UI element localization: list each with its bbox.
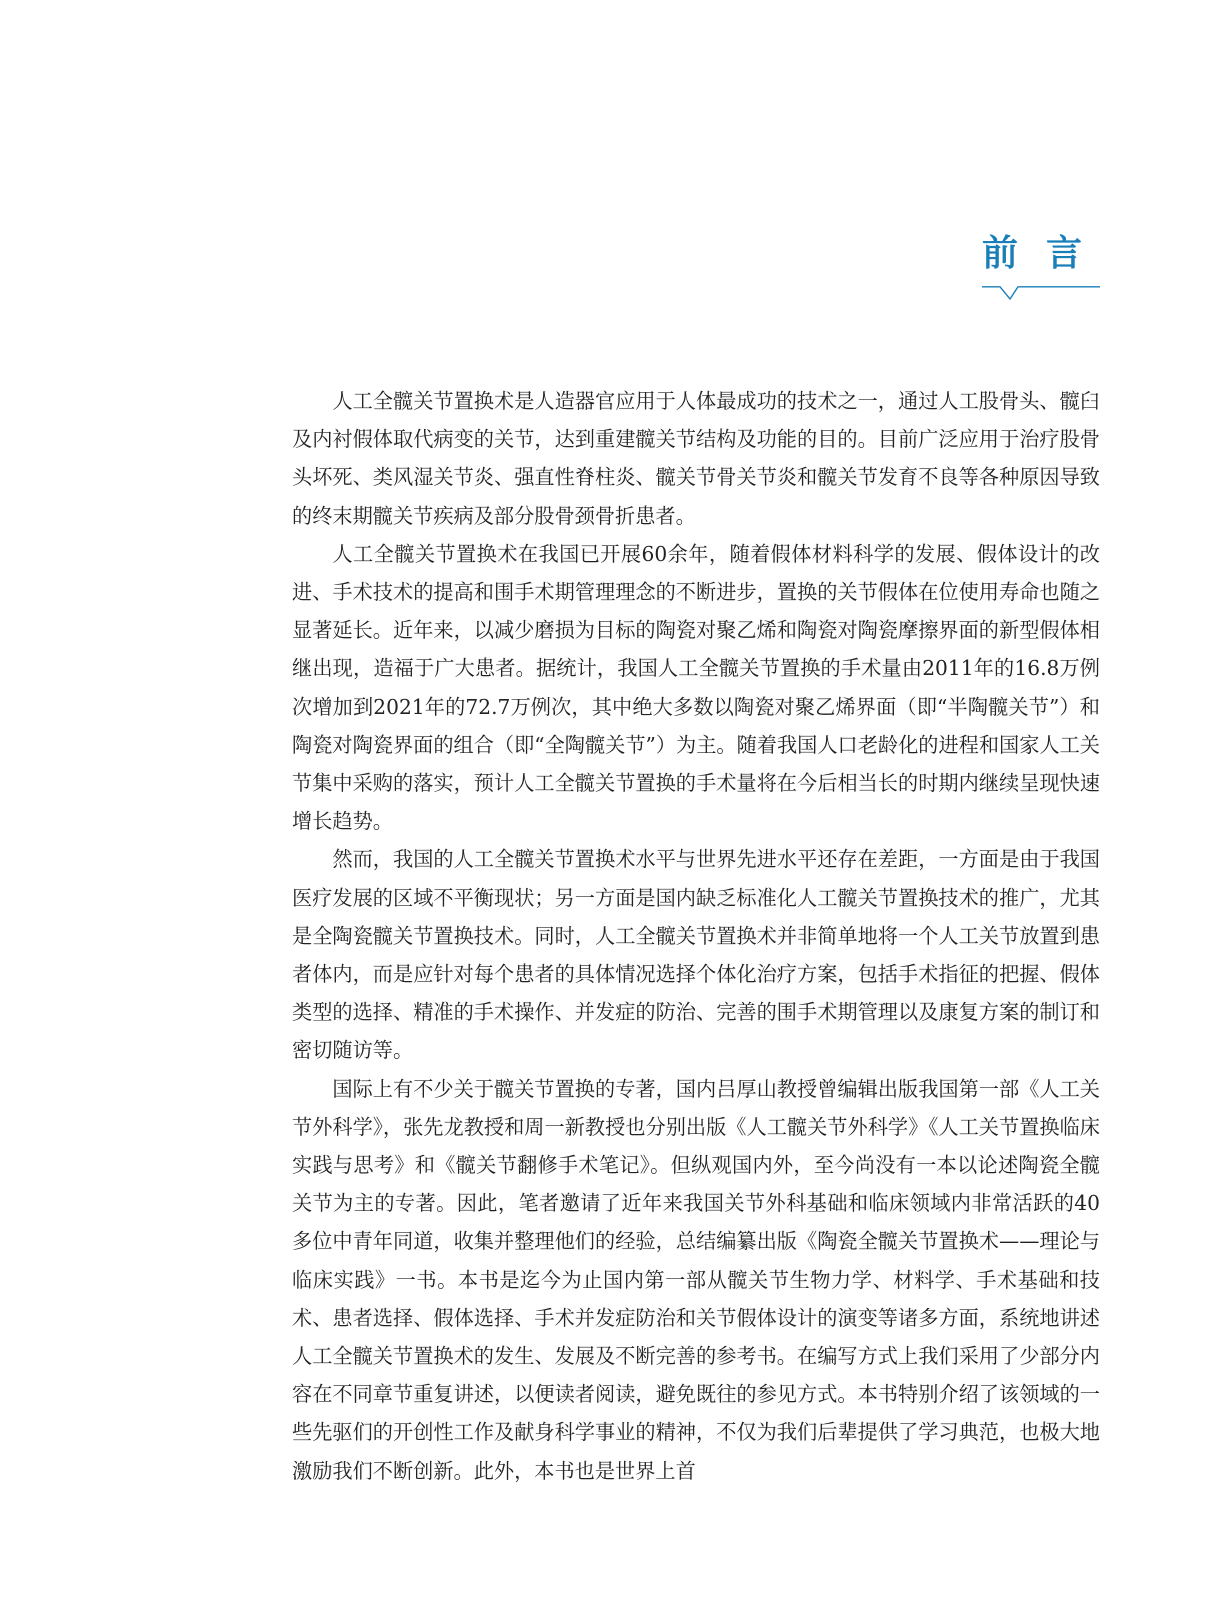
title-callout-rule xyxy=(982,286,1100,306)
paragraph: 人工全髋关节置换术是人造器官应用于人体最成功的技术之一，通过人工股骨头、髋臼及内衬假体取代病变的关节，达到重建髋关节结构及功能的目的。目前广泛应用于治疗股骨头坏死、类风湿关节炎、强直性脊柱炎、髋关节骨关节炎和髋关节发育不良等各种原因导致的终末期髋关节疾病及部分股骨颈骨折患者。 xyxy=(292,389,1100,528)
preface-heading-block xyxy=(982,232,1111,276)
paragraph: 人工全髋关节置换术在我国已开展60余年，随着假体材料科学的发展、假体设计的改进、手术技术的提高和围手术期管理理念的不断进步，置换的关节假体在位使用寿命也随之显著延长。近年来，以减少磨损为目标的陶瓷对聚乙烯和陶瓷对陶瓷摩擦界面的新型假体相继出现，造福于广大患者。据统计，我国人工全髋关节置换的手术量由2011年的16.8万例次增加到2021年的72.7万例次，其中绝大多数以陶瓷对聚乙烯界面（即“半陶髋关节”）和陶瓷对陶瓷界面的组合（即“全陶髋关节”）为主。随着我国人口老龄化的进程和国家人工关节集中采购的落实，预计人工全髋关节置换的手术量将在今后相当长的时期内继续呈现快速增长趋势。 xyxy=(292,541,1100,834)
paragraph: 国际上有不少关于髋关节置换的专著，国内吕厚山教授曾编辑出版我国第一部《人工关节外科学》，张先龙教授和周一新教授也分别出版《人工髋关节外科学》《人工关节置换临床实践与思考》和《髋关节翻修手术笔记》。但纵观国内外，至今尚没有一本以论述陶瓷全髋关节为主的专著。因此，笔者邀请了近年来我国关节外科基础和临床领域内非常活跃的40多位中青年同道，收集并整理他们的经验，总结编纂出版《陶瓷全髋关节置换术——理论与临床实践》一书。本书是迄今为止国内第一部从髋关节生物力学、材料学、手术基础和技术、患者选择、假体选择、手术并发症防治和关节假体设计的演变等诸多方面，系统地讲述人工全髋关节置换术的发生、发展及不断完善的参考书。在编写方式上我们采用了少部分内容在不同章节重复讲述，以便读者阅读，避免既往的参见方式。本书特别介绍了该领域的一些先驱们的开创性工作及献身科学事业的精神，不仅为我们后辈提供了学习典范，也极大地激励我们不断创新。此外，本书也是世界上首 xyxy=(292,1076,1100,1483)
preface-body xyxy=(292,382,1100,1490)
paragraph: 然而，我国的人工全髋关节置换术水平与世界先进水平还存在差距，一方面是由于我国医疗发展的区域不平衡现状；另一方面是国内缺乏标准化人工髋关节置换技术的推广，尤其是全陶瓷髋关节置换技术。同时，人工全髋关节置换术并非简单地将一个人工关节放置到患者体内，而是应针对每个患者的具体情况选择个体化治疗方案，包括手术指征的把握、假体类型的选择、精准的手术操作、并发症的防治、完善的围手术期管理以及康复方案的制订和密切随访等。 xyxy=(292,847,1100,1063)
page-title: 前言 xyxy=(982,233,1111,274)
